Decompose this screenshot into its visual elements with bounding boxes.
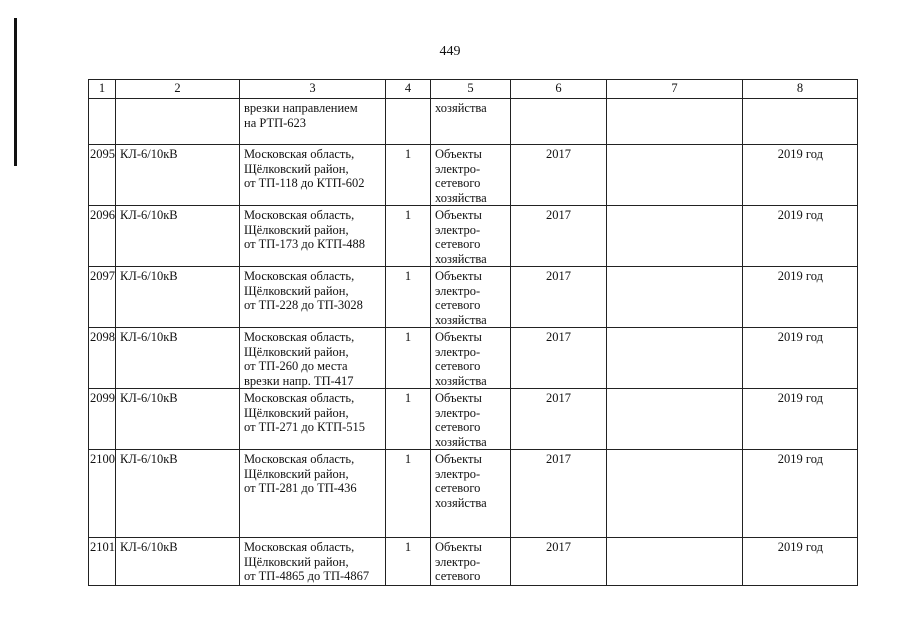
cell-deadline: 2019 год [743,267,858,328]
scan-edge-mark [14,18,17,166]
location-line: от ТП-271 до КТП-515 [244,420,366,434]
type-line: электро- [435,222,481,237]
cell-name [116,99,240,145]
location-line: от ТП-260 до места [244,359,348,373]
cell-qty [386,99,431,145]
cell-year: 2017 [511,267,607,328]
type-line: электро- [435,405,481,420]
location-line: от ТП-4865 до ТП-4867 [244,569,370,583]
cell-name: КЛ-6/10кВ [116,206,240,267]
cell-type [431,328,511,389]
location-line: Московская область, [244,540,355,554]
cell-qty: 1 [386,206,431,267]
location-line: Щёлковский район, [244,161,349,176]
type-line: хозяйства [435,312,487,327]
cell-deadline: 2019 год [743,538,858,586]
cell-num: 2097 [89,267,116,328]
table-row [89,206,858,267]
cell-location [240,389,386,450]
cell-location [240,267,386,328]
table-row [89,450,858,538]
location-line: Московская область, [244,452,355,466]
table-row [89,145,858,206]
cell-type [431,389,511,450]
type-line: Объекты [435,147,482,161]
cell-num [89,99,116,145]
location-line: Московская область, [244,330,355,344]
type-line: электро- [435,554,481,569]
location-line: на РТП-623 [244,115,307,130]
cell-qty: 1 [386,145,431,206]
header-cell-5: 5 [431,80,511,99]
type-line: хозяйства [435,190,487,205]
cell-type [431,267,511,328]
location-line: Московская область, [244,391,355,405]
cell-location [240,328,386,389]
cell-col7 [607,450,743,538]
type-line: электро- [435,161,481,176]
type-line: сетевого [435,481,481,495]
cell-type [431,145,511,206]
location-line: Щёлковский район, [244,405,349,420]
cell-type [431,538,511,586]
location-line: Московская область, [244,208,355,222]
table-header [89,80,858,99]
cell-qty: 1 [386,538,431,586]
type-line: Объекты [435,540,482,554]
cell-qty: 1 [386,328,431,389]
cell-col7 [607,99,743,145]
location-line: от ТП-118 до КТП-602 [244,176,365,190]
cell-year: 2017 [511,206,607,267]
location-line: Щёлковский район, [244,466,349,481]
type-line: хозяйства [435,434,487,449]
cell-name: КЛ-6/10кВ [116,450,240,538]
location-line: Щёлковский район, [244,283,349,298]
cell-name: КЛ-6/10кВ [116,145,240,206]
cell-col7 [607,538,743,586]
cell-year [511,99,607,145]
location-line: врезки направлением [244,101,358,115]
table-row [89,389,858,450]
type-line: электро- [435,466,481,481]
cell-col7 [607,328,743,389]
type-line: сетевого [435,569,481,583]
type-line: сетевого [435,298,481,312]
type-line: Объекты [435,452,482,466]
cell-type [431,99,511,145]
cell-deadline: 2019 год [743,206,858,267]
cell-type [431,206,511,267]
table-row [89,538,858,586]
type-line: Объекты [435,391,482,405]
cell-location [240,450,386,538]
type-line: хозяйства [435,373,487,388]
header-cell-2: 2 [116,80,240,99]
location-line: от ТП-228 до ТП-3028 [244,298,363,312]
cell-location [240,99,386,145]
table-row [89,328,858,389]
table-body [89,99,858,586]
cell-col7 [607,267,743,328]
cell-num: 2100 [89,450,116,538]
cell-qty: 1 [386,389,431,450]
location-line: врезки напр. ТП-417 [244,373,354,388]
cell-col7 [607,389,743,450]
location-line: Московская область, [244,147,355,161]
type-line: сетевого [435,176,481,190]
header-cell-7: 7 [607,80,743,99]
header-cell-1: 1 [89,80,116,99]
type-line: электро- [435,283,481,298]
cell-num: 2098 [89,328,116,389]
cell-deadline [743,99,858,145]
cell-year: 2017 [511,145,607,206]
cell-num: 2095 [89,145,116,206]
cell-year: 2017 [511,389,607,450]
location-line: Щёлковский район, [244,222,349,237]
header-cell-4: 4 [386,80,431,99]
cell-deadline: 2019 год [743,328,858,389]
cell-deadline: 2019 год [743,145,858,206]
cell-num: 2099 [89,389,116,450]
table-row [89,267,858,328]
cell-name: КЛ-6/10кВ [116,267,240,328]
cell-name: КЛ-6/10кВ [116,538,240,586]
type-line: сетевого [435,237,481,251]
cell-col7 [607,206,743,267]
type-line: хозяйства [435,251,487,266]
location-line: Щёлковский район, [244,344,349,359]
continuation-row [89,99,858,145]
header-row [89,80,858,99]
header-cell-6: 6 [511,80,607,99]
location-line: от ТП-281 до ТП-436 [244,481,357,495]
type-line: сетевого [435,420,481,434]
header-cell-8: 8 [743,80,858,99]
cell-col7 [607,145,743,206]
cell-year: 2017 [511,538,607,586]
type-line: хозяйства [435,495,487,510]
cell-year: 2017 [511,328,607,389]
page-number: 449 [439,44,461,59]
cell-year: 2017 [511,450,607,538]
type-line: сетевого [435,359,481,373]
type-line: Объекты [435,330,482,344]
cell-deadline: 2019 год [743,450,858,538]
registry-table [88,79,858,586]
type-line: Объекты [435,208,482,222]
type-line: Объекты [435,269,482,283]
location-line: Щёлковский район, [244,554,349,569]
cell-qty: 1 [386,450,431,538]
type-line: хозяйства [435,101,487,115]
cell-type [431,450,511,538]
cell-location [240,538,386,586]
location-line: от ТП-173 до КТП-488 [244,237,366,251]
location-line: Московская область, [244,269,355,283]
cell-location [240,145,386,206]
type-line: электро- [435,344,481,359]
header-cell-3: 3 [240,80,386,99]
cell-location [240,206,386,267]
cell-deadline: 2019 год [743,389,858,450]
cell-name: КЛ-6/10кВ [116,389,240,450]
cell-qty: 1 [386,267,431,328]
cell-num: 2101 [89,538,116,586]
cell-num: 2096 [89,206,116,267]
cell-name: КЛ-6/10кВ [116,328,240,389]
